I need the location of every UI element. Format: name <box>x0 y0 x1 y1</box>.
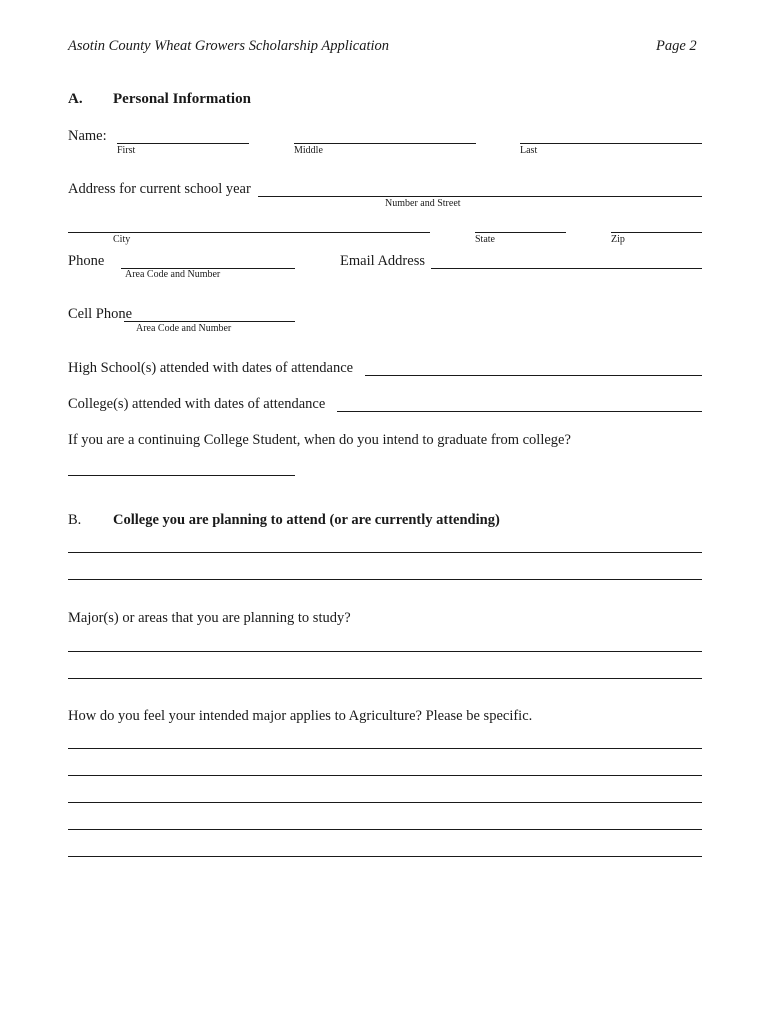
middle-name-field[interactable] <box>294 143 476 144</box>
cell-phone-hint: Area Code and Number <box>136 323 232 334</box>
name-label: Name: <box>68 128 107 144</box>
agriculture-question: How do you feel your intended major applies to Agriculture? Please be specific. <box>68 708 533 724</box>
high-school-field[interactable] <box>365 375 702 376</box>
cell-phone-field[interactable] <box>124 321 295 322</box>
section-a-title: Personal Information <box>113 91 251 107</box>
email-field[interactable] <box>431 268 702 269</box>
email-label: Email Address <box>340 253 425 269</box>
major-answer-line[interactable] <box>68 651 702 652</box>
agriculture-answer-line[interactable] <box>68 775 702 776</box>
phone-hint: Area Code and Number <box>125 269 221 280</box>
first-name-hint: First <box>117 145 136 156</box>
last-name-field[interactable] <box>520 143 702 144</box>
graduation-date-field[interactable] <box>68 475 295 476</box>
section-b-title: College you are planning to attend (or are currently attending) <box>113 512 500 528</box>
major-answer-line[interactable] <box>68 678 702 679</box>
zip-hint: Zip <box>611 234 625 245</box>
page-number: Page 2 <box>656 38 697 54</box>
college-field[interactable] <box>337 411 702 412</box>
agriculture-answer-line[interactable] <box>68 856 702 857</box>
zip-field[interactable] <box>611 232 702 233</box>
city-hint: City <box>113 234 131 245</box>
first-name-field[interactable] <box>117 143 249 144</box>
agriculture-answer-line[interactable] <box>68 802 702 803</box>
agriculture-answer-line[interactable] <box>68 829 702 830</box>
state-field[interactable] <box>475 232 566 233</box>
middle-name-hint: Middle <box>294 145 323 156</box>
high-school-label: High School(s) attended with dates of attendance <box>68 360 354 376</box>
address-label: Address for current school year <box>68 181 251 197</box>
section-b-letter: B. <box>68 512 82 528</box>
state-hint: State <box>475 234 495 245</box>
college-label: College(s) attended with dates of attendance <box>68 396 326 412</box>
college-answer-line[interactable] <box>68 552 702 553</box>
major-question: Major(s) or areas that you are planning to study? <box>68 610 351 626</box>
section-a-letter: A. <box>68 91 83 107</box>
phone-label: Phone <box>68 253 105 269</box>
agriculture-answer-line[interactable] <box>68 748 702 749</box>
last-name-hint: Last <box>520 145 538 156</box>
street-address-field[interactable] <box>258 196 702 197</box>
document-title: Asotin County Wheat Growers Scholarship Application <box>68 38 390 54</box>
cell-phone-label: Cell Phone <box>68 306 133 322</box>
graduate-question: If you are a continuing College Student, when do you intend to graduate from college? <box>68 432 571 448</box>
city-field[interactable] <box>68 232 430 233</box>
street-hint: Number and Street <box>385 198 461 209</box>
college-answer-line[interactable] <box>68 579 702 580</box>
